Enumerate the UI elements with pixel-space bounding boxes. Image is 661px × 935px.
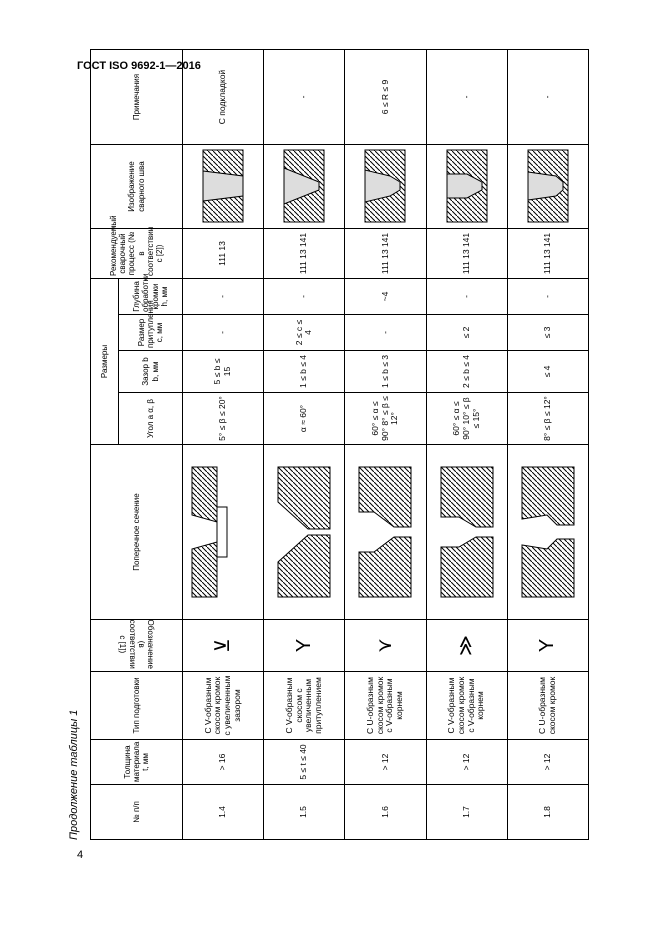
section-diagram xyxy=(512,457,584,607)
cell-angle: 60° ≤ α ≤ 90° 8° ≤ β ≤ 12° xyxy=(345,393,426,445)
section-diagram xyxy=(349,457,421,607)
cell-num: 1.5 xyxy=(264,785,345,840)
weld-image xyxy=(437,146,497,226)
cell-section-drawing xyxy=(426,445,507,620)
cell-angle: 8° ≤ β ≤ 12° xyxy=(507,393,588,445)
cell-depth: - xyxy=(507,279,588,315)
col-num: № п/п xyxy=(91,785,183,840)
col-weld-image: Изображение сварного шва xyxy=(91,145,183,229)
cell-root-face: 2 ≤ c ≤ 4 xyxy=(264,315,345,351)
cell-depth: - xyxy=(264,279,345,315)
cell-root-face: ≤ 2 xyxy=(426,315,507,351)
cell-notes: С подкладкой xyxy=(183,50,264,145)
col-depth: Глубина обработки кромки h, мм xyxy=(119,279,183,315)
table-row xyxy=(183,50,264,840)
col-angle: Угол a α, β xyxy=(119,393,183,445)
col-gap: Зазор b b, мм xyxy=(119,351,183,393)
section-diagram xyxy=(187,457,259,607)
cell-section-drawing xyxy=(507,445,588,620)
col-notes: Примечания xyxy=(91,50,183,145)
table-container xyxy=(90,69,589,840)
cell-thickness: > 12 xyxy=(426,740,507,785)
cell-weld-image xyxy=(183,145,264,229)
cell-prep: С U-образным скосом кромок с V-образным корнем xyxy=(345,672,426,740)
cell-thickness: > 12 xyxy=(345,740,426,785)
cell-gap: 1 ≤ b ≤ 3 xyxy=(345,351,426,393)
cell-prep: С V-образным скосом с увеличенным притуплением xyxy=(264,672,345,740)
document-header: ГОСТ ISO 9692-1—2016 xyxy=(77,60,201,72)
table-row xyxy=(345,50,426,840)
table-row xyxy=(264,50,345,840)
cell-gap: 5 ≤ b ≤ 15 xyxy=(183,351,264,393)
cell-section-drawing xyxy=(345,445,426,620)
cell-num: 1.4 xyxy=(183,785,264,840)
cell-section-drawing xyxy=(264,445,345,620)
cell-notes: 6 ≤ R ≤ 9 xyxy=(345,50,426,145)
cell-prep: С U-образным скосом кромок xyxy=(507,672,588,740)
table-row xyxy=(426,50,507,840)
cell-angle: α ≈ 60° xyxy=(264,393,345,445)
cell-thickness: > 12 xyxy=(507,740,588,785)
col-designation: Обозначение (в соответствии с [1]) xyxy=(91,620,183,672)
cell-depth: ~4 xyxy=(345,279,426,315)
cell-gap: ≤ 4 xyxy=(507,351,588,393)
page-number: 4 xyxy=(77,849,84,861)
cell-root-face: - xyxy=(345,315,426,351)
cell-notes: - xyxy=(264,50,345,145)
cell-symbol: Y xyxy=(507,620,588,672)
cell-gap: 2 ≤ b ≤ 4 xyxy=(426,351,507,393)
cell-weld-image xyxy=(507,145,588,229)
cell-num: 1.6 xyxy=(345,785,426,840)
cell-symbol: ⊻ xyxy=(183,620,264,672)
cell-process: 111 13 141 xyxy=(507,229,588,279)
weld-image xyxy=(355,146,415,226)
cell-thickness: 5 ≤ t ≤ 40 xyxy=(264,740,345,785)
cell-num: 1.8 xyxy=(507,785,588,840)
cell-symbol: ≫ xyxy=(426,620,507,672)
cell-num: 1.7 xyxy=(426,785,507,840)
cell-weld-image xyxy=(345,145,426,229)
cell-weld-image xyxy=(426,145,507,229)
weld-image xyxy=(274,146,334,226)
table-caption: Продолжение таблицы 1 xyxy=(68,709,80,840)
cell-process: 111 13 xyxy=(183,229,264,279)
weld-image xyxy=(518,146,578,226)
col-root-face: Размер притупления c, мм xyxy=(119,315,183,351)
cell-notes: - xyxy=(426,50,507,145)
cell-prep: С V-образным скосом кромок с V-образным корнем xyxy=(426,672,507,740)
table-row xyxy=(507,50,588,840)
cell-prep: С V-образным скосом кромок с увеличенным зазором xyxy=(183,672,264,740)
cell-section-drawing xyxy=(183,445,264,620)
cell-depth: - xyxy=(426,279,507,315)
col-dims: Размеры xyxy=(91,279,119,445)
weld-image xyxy=(193,146,253,226)
cell-process: 111 13 141 xyxy=(264,229,345,279)
cell-angle: 60° ≤ α ≤ 90° 10° ≤ β ≤ 15° xyxy=(426,393,507,445)
cell-process: 111 13 141 xyxy=(426,229,507,279)
col-process: Рекомендуемый сварочный процесс (№ в соответствии с [2]) xyxy=(91,229,183,279)
cell-angle: 5° ≤ β ≤ 20° xyxy=(183,393,264,445)
col-thickness: Толщина материала t, мм xyxy=(91,740,183,785)
cell-symbol: ⋎ xyxy=(345,620,426,672)
cell-weld-image xyxy=(264,145,345,229)
cell-gap: 1 ≤ b ≤ 4 xyxy=(264,351,345,393)
cell-thickness: > 16 xyxy=(183,740,264,785)
cell-root-face: ≤ 3 xyxy=(507,315,588,351)
col-prep: Тип подготовки xyxy=(91,672,183,740)
cell-depth: - xyxy=(183,279,264,315)
cell-notes: - xyxy=(507,50,588,145)
cell-process: 111 13 141 xyxy=(345,229,426,279)
weld-preparation-table xyxy=(90,49,589,840)
col-section: Поперечное сечение xyxy=(91,445,183,620)
cell-symbol: Y xyxy=(264,620,345,672)
section-diagram xyxy=(268,457,340,607)
cell-root-face: - xyxy=(183,315,264,351)
section-diagram xyxy=(431,457,503,607)
